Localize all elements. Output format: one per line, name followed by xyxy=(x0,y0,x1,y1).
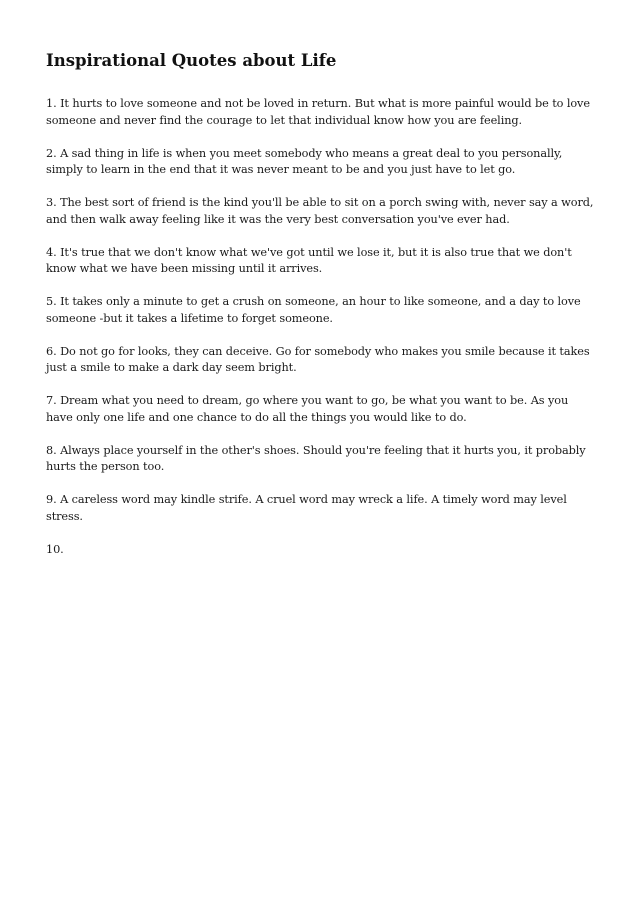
quote-item-2: 2. A sad thing in life is when you meet somebody who means a great deal to you personally, simply to learn in the end that it was never meant to be and you just have to let go. xyxy=(46,146,563,176)
quote-item-4: 4. It's true that we don't know what we've got until we lose it, but it is also true that we don't know what we have been missing until it arrives. xyxy=(46,245,572,275)
quote-item-5: 5. It takes only a minute to get a crush on someone, an hour to like someone, and a day to love someone -but it takes a lifetime to forget someone. xyxy=(46,295,581,325)
quote-item-9: 9. A careless word may kindle strife. A cruel word may wreck a life. A timely word may level stress. xyxy=(46,493,567,523)
quote-item-3: 3. The best sort of friend is the kind you'll be able to sit on a porch swing with, never say a word, and then walk away feeling like it was the very best conversation you've ever had. xyxy=(46,196,594,226)
quote-item-10: 10. xyxy=(46,542,64,556)
quote-item-1: 1. It hurts to love someone and not be loved in return. But what is more painful would be to love someone and never find the courage to let that individual know how you are feeling. xyxy=(46,97,590,127)
document-page xyxy=(46,50,598,575)
quote-item-7: 7. Dream what you need to dream, go where you want to go, be what you want to be. As you have only one life and one chance to do all the things you would like to do. xyxy=(46,394,569,424)
quote-list xyxy=(46,96,598,558)
quote-item-6: 6. Do not go for looks, they can deceive. Go for somebody who makes you smile because it takes just a smile to make a dark day seem bright. xyxy=(46,344,590,374)
page-title: Inspirational Quotes about Life xyxy=(46,51,337,70)
quote-item-8: 8. Always place yourself in the other's shoes. Should you're feeling that it hurts you, it probably hurts the person too. xyxy=(46,443,586,473)
